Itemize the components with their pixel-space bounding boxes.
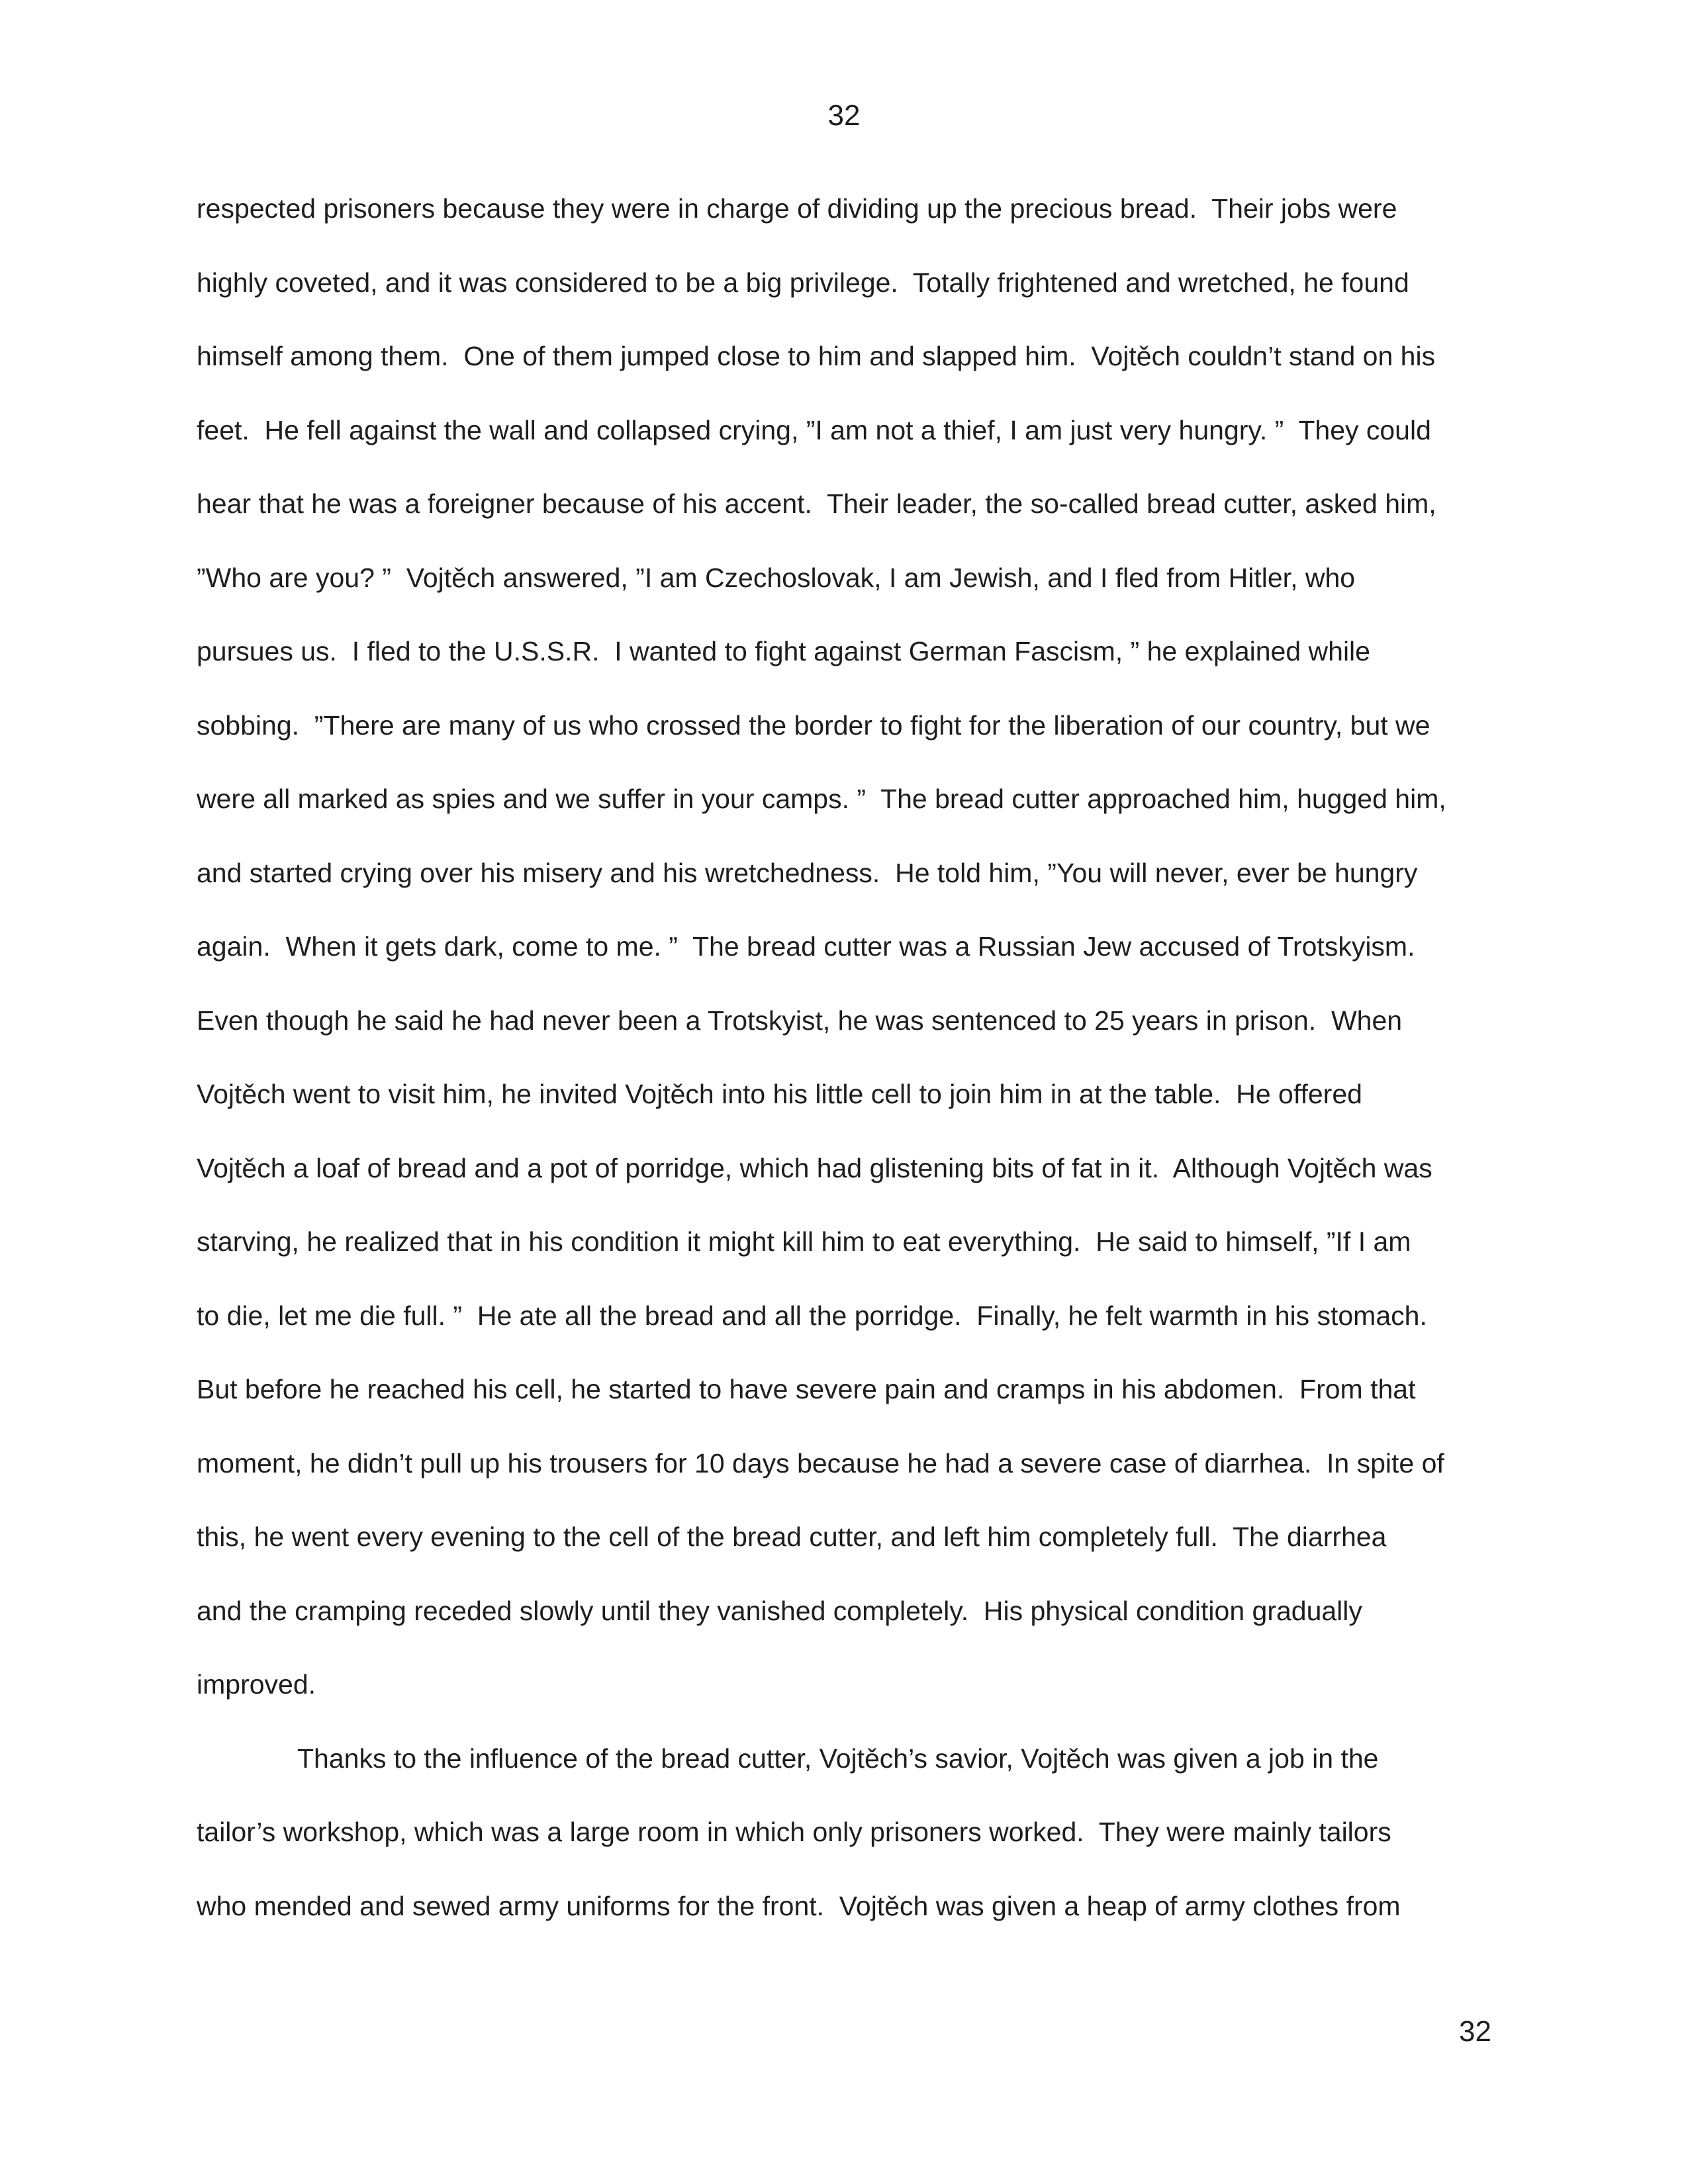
text-line: tailor’s workshop, which was a large room in which only prisoners worked. They were mainly tailors	[197, 1817, 1391, 1847]
text-line: pursues us. I fled to the U.S.S.R. I wanted to fight against German Fascism, ” he explained while	[197, 636, 1370, 666]
text-line: himself among them. One of them jumped close to him and slapped him. Vojtěch couldn’t stand on his	[197, 341, 1436, 371]
text-line: Thanks to the influence of the bread cutter, Vojtěch’s savior, Vojtěch was given a job in the	[297, 1743, 1379, 1774]
text-line: Vojtěch went to visit him, he invited Vojtěch into his little cell to join him in at the table. He offered	[197, 1079, 1362, 1109]
text-line: to die, let me die full. ” He ate all the bread and all the porridge. Finally, he felt warmth in his stomach.	[197, 1300, 1427, 1331]
page-number-bottom: 32	[1459, 2015, 1491, 2048]
text-line: sobbing. ”There are many of us who crossed the border to fight for the liberation of our country, but we	[197, 709, 1430, 741]
text-line: But before he reached his cell, he started to have severe pain and cramps in his abdomen. From that	[197, 1374, 1416, 1404]
text-line: Vojtěch a loaf of bread and a pot of porridge, which had glistening bits of fat in it. Although Vojtěch was	[197, 1152, 1432, 1183]
text-line: moment, he didn’t pull up his trousers for 10 days because he had a severe case of diarrhea. In spite of	[197, 1447, 1444, 1479]
document-body	[197, 172, 1491, 1943]
text-line: this, he went every evening to the cell of the bread cutter, and left him completely full. The diarrhea	[197, 1522, 1387, 1552]
text-line: hear that he was a foreigner because of his accent. Their leader, the so-called bread cutter, asked him,	[197, 488, 1436, 519]
text-line: who mended and sewed army uniforms for the front. Vojtěch was given a heap of army clothes from	[197, 1890, 1401, 1921]
text-line: feet. He fell against the wall and collapsed crying, ”I am not a thief, I am just very hungry. ” They could	[197, 414, 1431, 445]
text-line: and started crying over his misery and his wretchedness. He told him, ”You will never, ever be hungry	[197, 857, 1418, 888]
text-line: again. When it gets dark, come to me. ” The bread cutter was a Russian Jew accused of Trotskyism.	[197, 931, 1415, 962]
text-line: respected prisoners because they were in charge of dividing up the precious bread. Their jobs were	[197, 193, 1397, 224]
text-line: highly coveted, and it was considered to be a big privilege. Totally frightened and wretched, he found	[197, 267, 1409, 298]
text-line: were all marked as spies and we suffer in your camps. ” The bread cutter approached him, hugged him,	[197, 784, 1446, 814]
text-line: ”Who are you? ” Vojtěch answered, ”I am Czechoslovak, I am Jewish, and I fled from Hitler, who	[197, 562, 1356, 593]
page-number-top: 32	[827, 99, 861, 132]
text-line: starving, he realized that in his condition it might kill him to eat everything. He said to himself, ”If I am	[197, 1226, 1411, 1257]
text-line: improved.	[197, 1669, 316, 1700]
text-line: and the cramping receded slowly until they vanished completely. His physical condition gradually	[197, 1595, 1362, 1626]
text-line: Even though he said he had never been a Trotskyist, he was sentenced to 25 years in prison. When	[197, 1005, 1403, 1036]
